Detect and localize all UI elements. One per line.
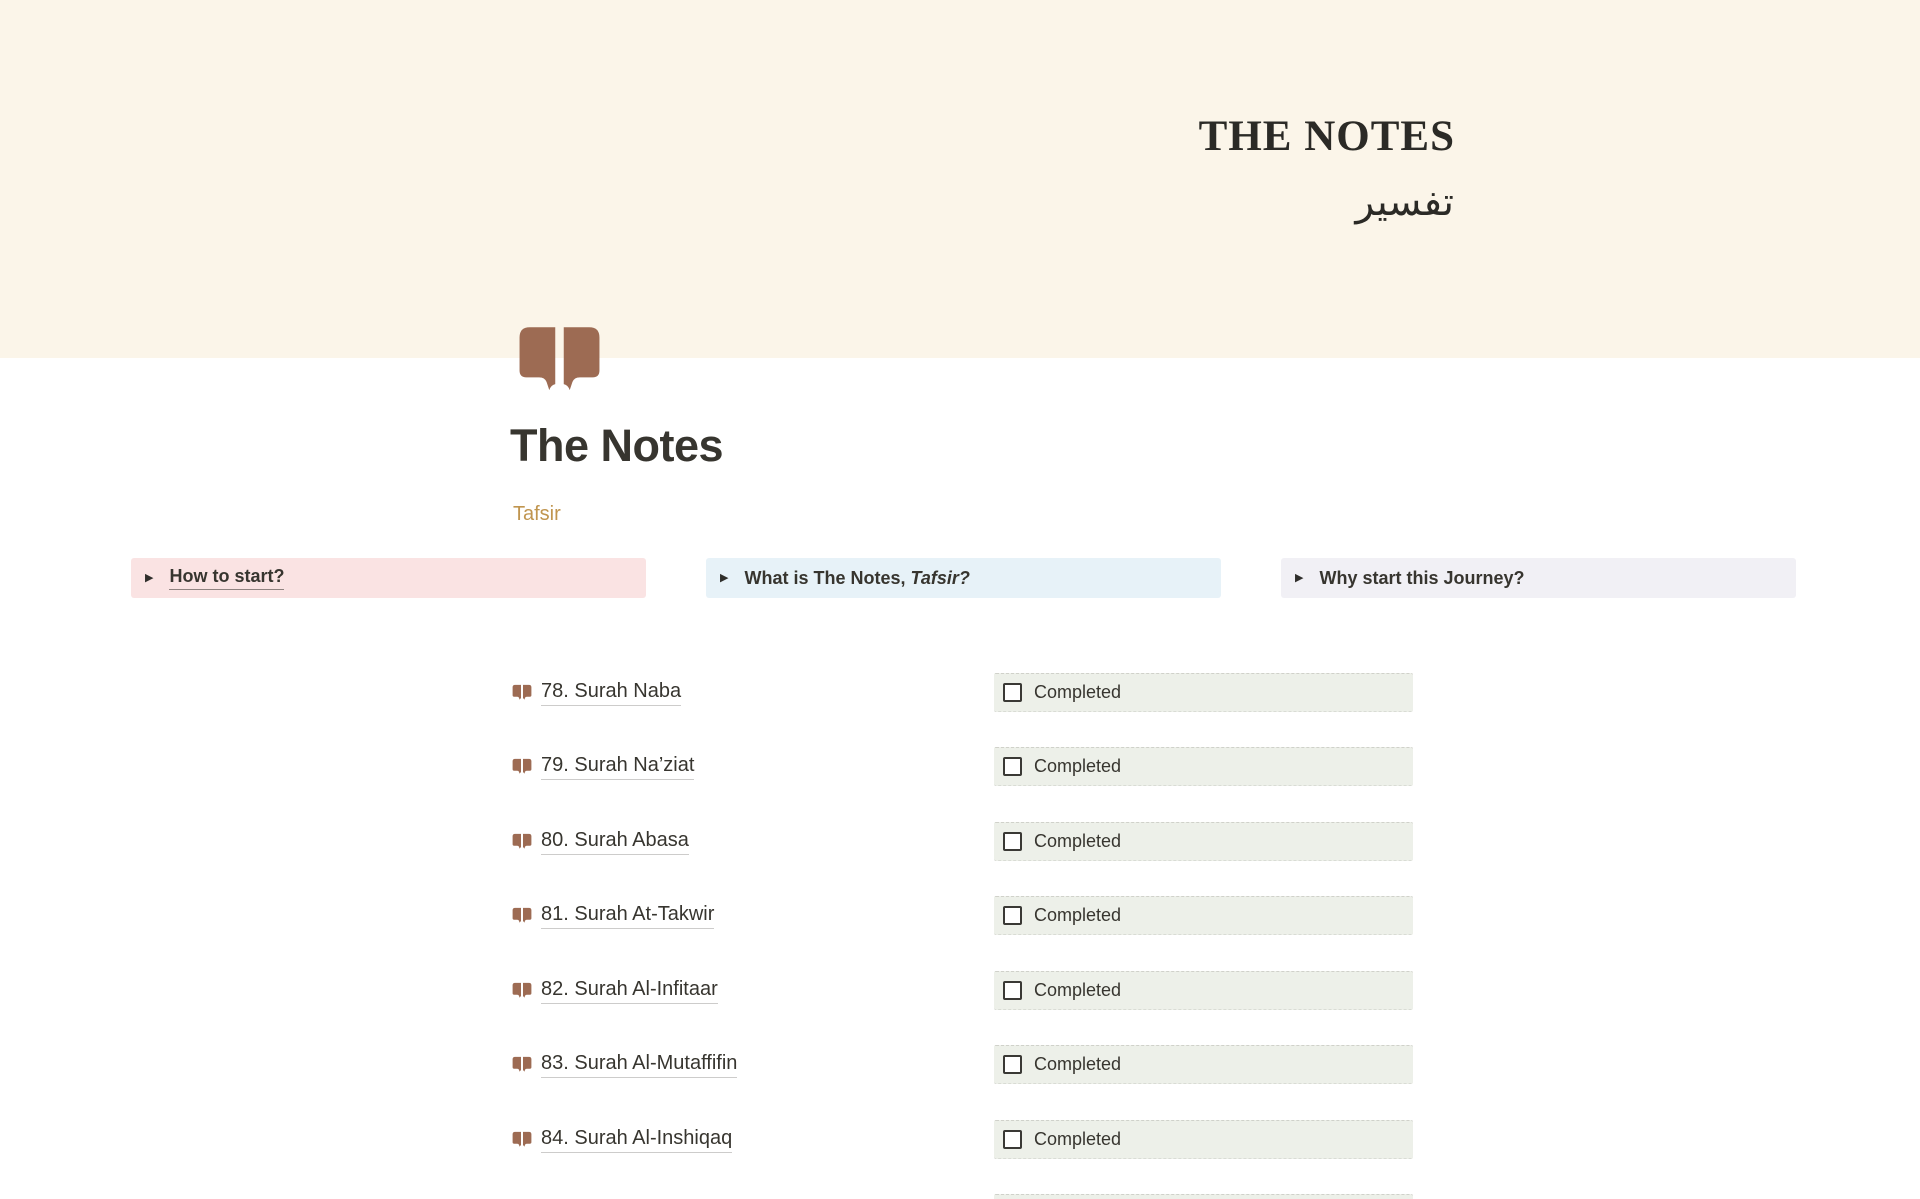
page-subtitle: Tafsir <box>513 503 561 525</box>
cover-arabic-subtitle: تفسير <box>1355 180 1454 225</box>
toggle-label: What is The Notes, <box>744 567 911 588</box>
completed-checkbox[interactable] <box>1003 683 1022 702</box>
surah-row <box>0 747 1920 786</box>
completed-label: Completed <box>1034 756 1122 776</box>
surah-title: 78. Surah Naba <box>541 680 681 706</box>
completed-checkbox[interactable] <box>1003 832 1022 851</box>
surah-title: 82. Surah Al-Infitaar <box>541 978 718 1004</box>
toggle-how-to-start[interactable] <box>131 558 646 598</box>
book-icon <box>512 833 532 850</box>
surah-page-link[interactable] <box>512 903 714 929</box>
completed-label: Completed <box>1034 831 1122 851</box>
completed-checkbox[interactable] <box>1003 1055 1022 1074</box>
book-icon <box>512 1131 532 1148</box>
toggle-what-is-the-notes[interactable] <box>706 558 1221 598</box>
surah-title: 80. Surah Abasa <box>541 829 689 855</box>
completed-label: Completed <box>1034 1129 1122 1149</box>
surah-page-link[interactable] <box>512 754 694 780</box>
completed-label: Completed <box>1034 682 1122 702</box>
completed-status-box <box>994 1120 1413 1159</box>
surah-row <box>0 1045 1920 1084</box>
toggle-triangle-icon[interactable]: ▶ <box>1295 571 1304 584</box>
completed-status-box <box>994 971 1413 1010</box>
book-icon <box>512 758 532 775</box>
surah-title: 81. Surah At-Takwir <box>541 903 714 929</box>
completed-checkbox[interactable] <box>1003 757 1022 776</box>
book-open-icon[interactable] <box>517 322 602 397</box>
toggle-label: How to start? <box>169 566 285 586</box>
toggle-label-italic: Tafsir? <box>910 567 970 588</box>
surah-row-partial <box>0 1194 1920 1199</box>
page-title: The Notes <box>510 420 724 471</box>
surah-title: 79. Surah Na’ziat <box>541 754 694 780</box>
surah-row <box>0 822 1920 861</box>
completed-status-box <box>994 747 1413 786</box>
toggle-triangle-icon[interactable]: ▶ <box>720 571 729 584</box>
surah-row <box>0 971 1920 1010</box>
surah-page-link[interactable] <box>512 978 718 1004</box>
surah-title: 84. Surah Al-Inshiqaq <box>541 1127 732 1153</box>
page-cover <box>0 0 1920 358</box>
completed-label: Completed <box>1034 980 1122 1000</box>
completed-status-box <box>994 896 1413 935</box>
cover-title: THE NOTES <box>1198 113 1455 160</box>
completed-checkbox[interactable] <box>1003 1130 1022 1149</box>
surah-page-link[interactable] <box>512 1052 737 1078</box>
completed-status-box <box>994 673 1413 712</box>
book-icon <box>512 1056 532 1073</box>
book-icon <box>512 982 532 999</box>
surah-row <box>0 1120 1920 1159</box>
book-icon <box>512 684 532 701</box>
completed-status-box <box>994 1045 1413 1084</box>
surah-row <box>0 673 1920 712</box>
completed-checkbox[interactable] <box>1003 906 1022 925</box>
surah-row <box>0 896 1920 935</box>
toggle-why-start-journey[interactable] <box>1281 558 1796 598</box>
toggle-triangle-icon[interactable]: ▶ <box>145 571 154 584</box>
surah-page-link[interactable] <box>512 829 689 855</box>
completed-status-box-partial <box>994 1194 1413 1199</box>
completed-label: Completed <box>1034 1054 1122 1074</box>
completed-status-box <box>994 822 1413 861</box>
surah-page-link[interactable] <box>512 680 681 706</box>
completed-label: Completed <box>1034 905 1122 925</box>
surah-page-link[interactable] <box>512 1127 732 1153</box>
toggle-label: Why start this Journey? <box>1319 567 1525 588</box>
completed-checkbox[interactable] <box>1003 981 1022 1000</box>
book-icon <box>512 907 532 924</box>
surah-title: 83. Surah Al-Mutaffifin <box>541 1052 737 1078</box>
